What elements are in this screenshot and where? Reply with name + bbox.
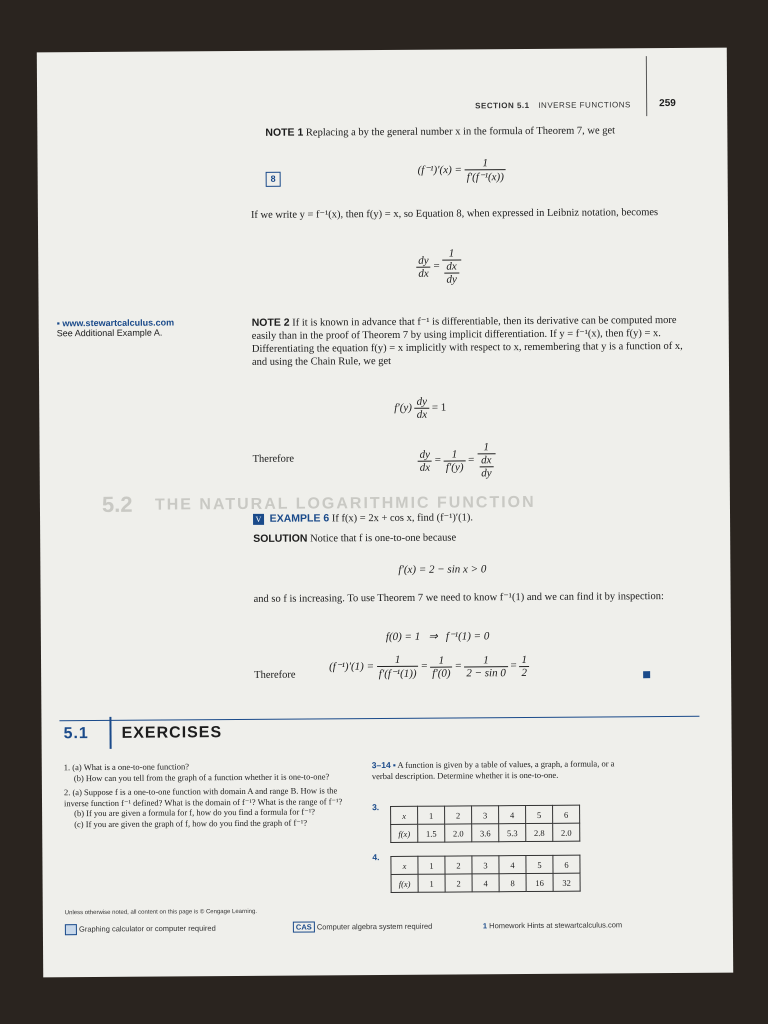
table-row: f(x) 1 2 4 8 16 32 bbox=[391, 873, 580, 892]
header-section: SECTION 5.1 bbox=[475, 100, 530, 111]
example-icon: V bbox=[253, 514, 264, 525]
note2-paragraph bbox=[252, 314, 697, 369]
eq8-lhs: (f⁻¹)′(x) = bbox=[417, 163, 462, 177]
exercise-3-label: 3. bbox=[372, 802, 380, 813]
table-row: x 1 2 3 4 5 6 bbox=[391, 805, 580, 824]
end-of-example-marker bbox=[643, 671, 650, 678]
note1-paragraph-2: If we write y = f⁻¹(x), then f(y) = x, so Equation 8, when expressed in Leibniz notation, becomes bbox=[250, 207, 659, 221]
example6-label: EXAMPLE 6 bbox=[269, 512, 330, 525]
derivative-inequality: f′(x) = 2 − sin x > 0 bbox=[398, 563, 487, 576]
solution-text: Notice that f is one-to-one because bbox=[310, 532, 457, 545]
note1-label: NOTE 1 bbox=[265, 126, 304, 139]
header-rule bbox=[646, 56, 647, 116]
textbook-page bbox=[37, 48, 733, 978]
example6-solution bbox=[253, 530, 698, 546]
table-row: f(x) 1.5 2.0 3.6 5.3 2.8 2.0 bbox=[391, 823, 580, 842]
ghost-section-number: 5.2 bbox=[101, 491, 133, 517]
note1-paragraph bbox=[265, 124, 695, 140]
exercise-1b: (b) How can you tell from the graph of a function whether it is one-to-one? bbox=[73, 770, 330, 783]
therefore-label-1: Therefore bbox=[252, 453, 295, 465]
exercises-divider bbox=[109, 717, 111, 749]
implicit-equation: f′(y) $\frac{dy}{dx}$ = 1 bbox=[394, 395, 447, 421]
copyright-line: Unless otherwise noted, all content on this page is © Cengage Learning. bbox=[64, 908, 258, 917]
exercise-2a: 2. (a) Suppose f is a one-to-one function with domain A and range B. How is the inverse function f⁻¹ defined? What is the domain of f⁻¹? What is the range of f⁻¹? bbox=[63, 785, 343, 808]
graphing-note: Graphing calculator or computer required bbox=[65, 923, 216, 935]
header-title: INVERSE FUNCTIONS bbox=[538, 100, 631, 110]
sidebar-link[interactable]: ▪ www.stewartcalculus.com bbox=[56, 317, 175, 329]
exercise-2b: (b) If you are given a formula for f, how do you find a formula for f⁻¹? bbox=[74, 806, 316, 819]
eq-number-box: 8 bbox=[266, 172, 281, 187]
sidebar-note bbox=[57, 317, 227, 338]
exercise-4-label: 4. bbox=[372, 852, 380, 863]
sidebar-text: See Additional Example A. bbox=[56, 327, 163, 339]
cas-tag: CAS bbox=[293, 922, 315, 933]
homework-hints-note: 1 Homework Hints at stewartcalculus.com bbox=[482, 920, 623, 931]
exercises-left-column bbox=[64, 760, 354, 829]
exercise-1a: 1. (a) What is a one-to-one function? bbox=[63, 761, 189, 773]
example6-paragraph-2: and so f is increasing. To use Theorem 7 we need to know f⁻¹(1) and we can find it by inspection: bbox=[253, 591, 664, 605]
table-row: x 1 2 3 4 5 6 bbox=[391, 855, 580, 874]
calculator-icon bbox=[65, 924, 77, 935]
leibniz-equation: $\frac{dy}{dx}$ = $\frac{1}{\frac{dx}{dy}}$ bbox=[416, 247, 461, 285]
solution-label: SOLUTION bbox=[253, 532, 308, 545]
therefore-equation-1: $\frac{dy}{dx}$ = $\frac{1}{f'(y)}$ = $\frac{1}{\frac{dx}{dy}}$ bbox=[418, 441, 496, 480]
exercises-title: EXERCISES bbox=[121, 724, 223, 742]
note1-text: Replacing a by the general number x in the formula of Theorem 7, we get bbox=[305, 125, 616, 139]
example6-prompt-text: If f(x) = 2x + cos x, find (f⁻¹)′(1). bbox=[331, 512, 474, 525]
exercises-intro: 3–14 ▪ A function is given by a table of values, a graph, a formula, or a verbal description. Determine whether it is one-to-one. bbox=[371, 758, 615, 781]
note2-text: If it is known in advance that f⁻¹ is differentiable, then its derivative can be computed more easily than in the proof of Theorem 7 by using implicit differentiation. If y = f⁻¹(x), then f(y) = x. Differentiating the equation f(y) = x implicitly with respect to x, remembering that y is a function of x, and using the Chain Rule, we get bbox=[251, 314, 683, 368]
page-number: 259 bbox=[659, 97, 676, 110]
running-header bbox=[475, 100, 631, 110]
eq8-den: f′(f⁻¹(x)) bbox=[465, 169, 506, 183]
equation-8 bbox=[418, 157, 506, 184]
final-equation: (f⁻¹)′(1) = $\frac{1}{\text{f′(f⁻¹(1))}}$ = $\frac{1}{f'(0)}$ = $\frac{1}{2 - \sin 0}$ = $\frac{1}{2}$ bbox=[329, 653, 528, 681]
note2-label: NOTE 2 bbox=[251, 316, 290, 329]
cas-note: CAS Computer algebra system required bbox=[293, 922, 432, 932]
equation-8-number bbox=[266, 169, 281, 187]
example6-prompt bbox=[253, 510, 698, 526]
therefore-label-2: Therefore bbox=[254, 669, 296, 681]
exercises-section-number: 5.1 bbox=[63, 725, 89, 743]
ghost-section-title: THE NATURAL LOGARITHMIC FUNCTION bbox=[154, 493, 536, 514]
exercise-3-table bbox=[390, 805, 580, 843]
eq8-num: 1 bbox=[482, 157, 488, 170]
exercise-2c: (c) If you are given the graph of f, how do you find the graph of f⁻¹? bbox=[74, 817, 308, 829]
exercise-4-table bbox=[390, 855, 580, 893]
exercises-rule bbox=[59, 716, 699, 721]
inspection-equation: f(0) = 1 ⇒ f⁻¹(1) = 0 bbox=[385, 630, 490, 643]
